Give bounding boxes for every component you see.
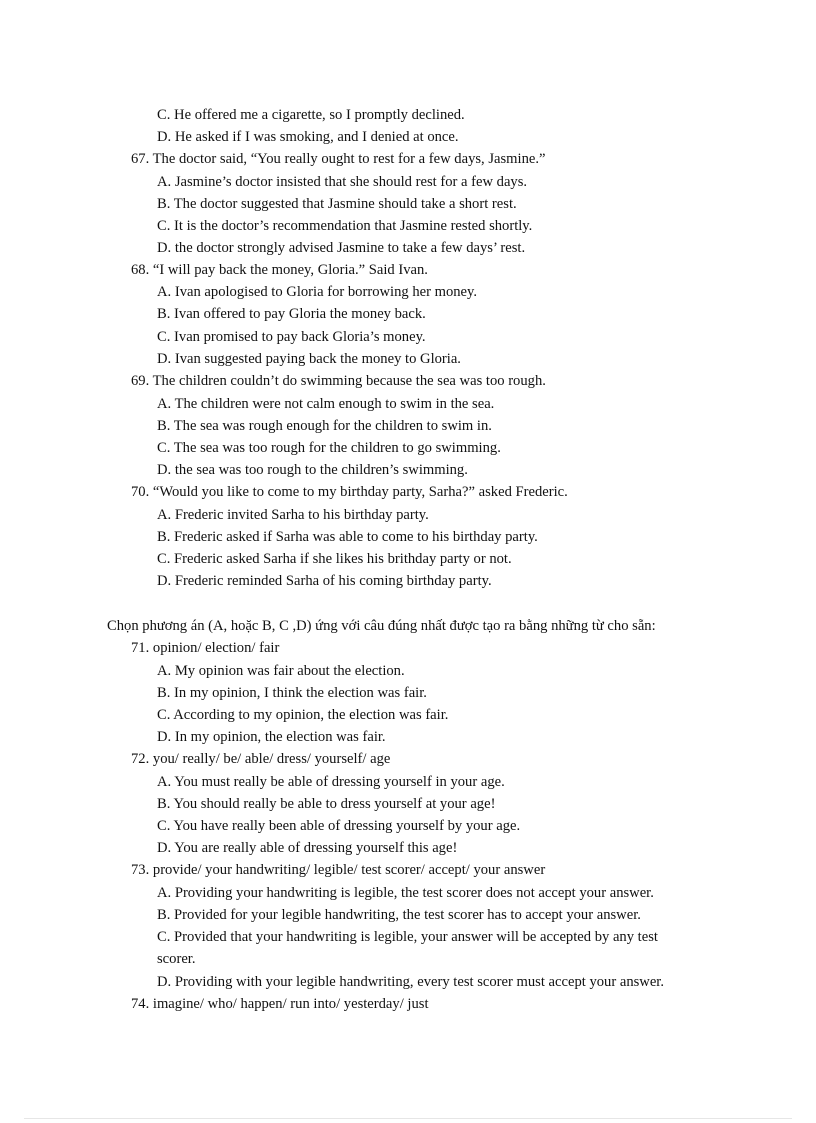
option-70a: A. Frederic invited Sarha to his birthday party. <box>157 507 429 523</box>
question-69: 69. The children couldn’t do swimming because the sea was too rough. <box>131 373 546 389</box>
page-bottom-edge <box>24 1118 792 1119</box>
option-70c: C. Frederic asked Sarha if she likes his brithday party or not. <box>157 551 512 567</box>
section-instruction: Chọn phương án (A, hoặc B, C ,D) ứng với câu đúng nhất được tạo ra bằng những từ cho sẵn: <box>107 618 656 634</box>
option-67b: B. The doctor suggested that Jasmine should take a short rest. <box>157 196 517 212</box>
option-69a: A. The children were not calm enough to swim in the sea. <box>157 396 495 412</box>
option-69d: D. the sea was too rough to the children’s swimming. <box>157 462 468 478</box>
option-66d: D. He asked if I was smoking, and I denied at once. <box>157 129 459 145</box>
option-71c: C. According to my opinion, the election was fair. <box>157 707 449 723</box>
question-74: 74. imagine/ who/ happen/ run into/ yesterday/ just <box>131 996 429 1012</box>
option-73b: B. Provided for your legible handwriting, the test scorer has to accept your answer. <box>157 907 641 923</box>
option-71d: D. In my opinion, the election was fair. <box>157 729 386 745</box>
question-73: 73. provide/ your handwriting/ legible/ test scorer/ accept/ your answer <box>131 862 546 878</box>
option-72d: D. You are really able of dressing yourself this age! <box>157 840 458 856</box>
option-68d: D. Ivan suggested paying back the money to Gloria. <box>157 351 461 367</box>
option-68c: C. Ivan promised to pay back Gloria’s money. <box>157 329 426 345</box>
option-70b: B. Frederic asked if Sarha was able to come to his birthday party. <box>157 529 538 545</box>
option-71a: A. My opinion was fair about the election. <box>157 663 405 679</box>
question-72: 72. you/ really/ be/ able/ dress/ yourself/ age <box>131 751 391 767</box>
option-73a: A. Providing your handwriting is legible, the test scorer does not accept your answer. <box>157 885 654 901</box>
option-72b: B. You should really be able to dress yourself at your age! <box>157 796 496 812</box>
option-70d: D. Frederic reminded Sarha of his coming birthday party. <box>157 573 492 589</box>
option-73c-continued: scorer. <box>157 951 196 967</box>
option-71b: B. In my opinion, I think the election was fair. <box>157 685 427 701</box>
option-67c: C. It is the doctor’s recommendation that Jasmine rested shortly. <box>157 218 533 234</box>
option-67a: A. Jasmine’s doctor insisted that she should rest for a few days. <box>157 174 528 190</box>
option-67d: D. the doctor strongly advised Jasmine to take a few days’ rest. <box>157 240 526 256</box>
question-68: 68. “I will pay back the money, Gloria.” Said Ivan. <box>131 262 428 278</box>
option-72a: A. You must really be able of dressing yourself in your age. <box>157 774 505 790</box>
option-68a: A. Ivan apologised to Gloria for borrowing her money. <box>157 284 478 300</box>
option-69c: C. The sea was too rough for the children to go swimming. <box>157 440 501 456</box>
option-66c: C. He offered me a cigarette, so I promptly declined. <box>157 107 465 123</box>
question-71: 71. opinion/ election/ fair <box>131 640 280 656</box>
option-69b: B. The sea was rough enough for the children to swim in. <box>157 418 492 434</box>
question-67: 67. The doctor said, “You really ought to rest for a few days, Jasmine.” <box>131 151 546 167</box>
question-70: 70. “Would you like to come to my birthday party, Sarha?” asked Frederic. <box>131 484 568 500</box>
option-73c: C. Provided that your handwriting is legible, your answer will be accepted by any test <box>157 929 658 945</box>
option-72c: C. You have really been able of dressing yourself by your age. <box>157 818 521 834</box>
option-73d: D. Providing with your legible handwriting, every test scorer must accept your answer. <box>157 974 665 990</box>
option-68b: B. Ivan offered to pay Gloria the money back. <box>157 306 426 322</box>
